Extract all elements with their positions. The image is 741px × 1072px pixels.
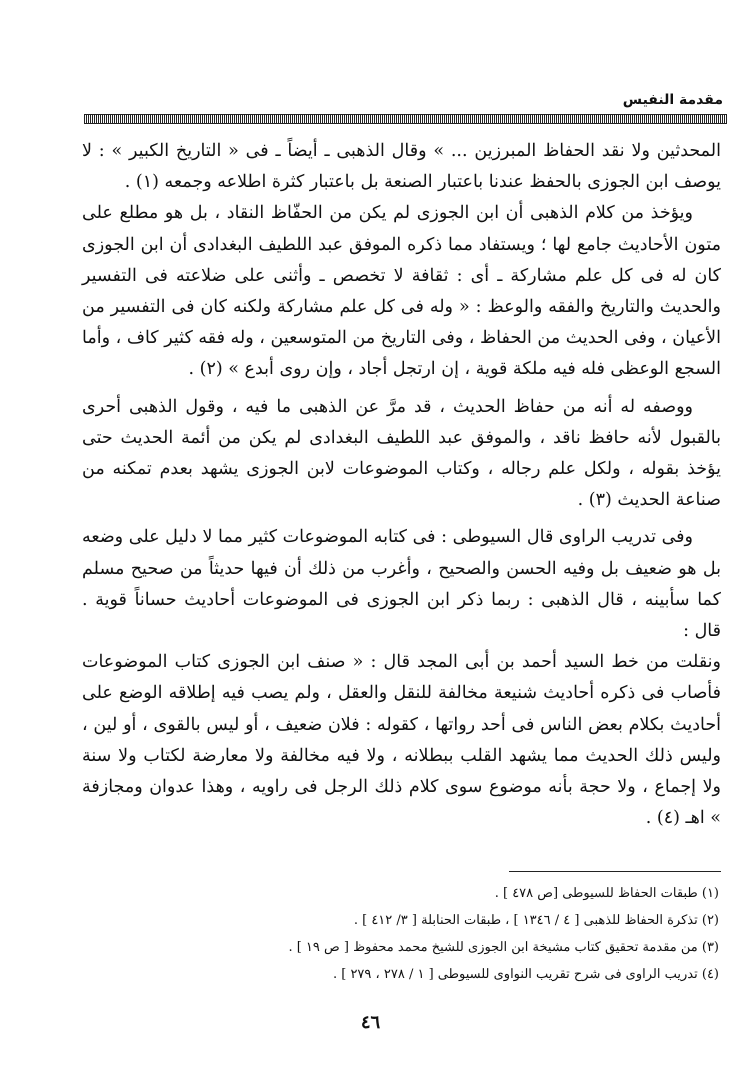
footnote: (٢) تذكرة الحفاظ للذهبى [ ٤ / ١٣٤٦ ] ، طبقات الحنابلة [ ٣/ ٤١٢ ] .	[353, 913, 719, 928]
running-header: مقدمة النفيس	[622, 92, 723, 108]
paragraph: المحدثين ولا نقد الحفاظ المبرزين ... » وقال الذهبى ـ أيضاً ـ فى « التاريخ الكبير » : لا يوصف ابن الجوزى بالحفظ عندنا باعتبار الصنعة بل باعتبار كثرة اطلاعه وجمعه (١) .	[82, 141, 721, 193]
paragraph: ووصفه له أنه من حفاظ الحديث ، قد مرَّ عن الذهبى ما فيه ، وقول الذهبى أحرى بالقبول لأنه حافظ ناقد ، والموفق عبد اللطيف البغدادى لم يكن من أئمة الحديث حتى يؤخذ بقوله ، ولكل علم رجاله ، وكتاب الموضوعات لابن الجوزى يشهد بعدم تمكنه من صناعة الحديث (٣) .	[82, 396, 721, 511]
footnotes	[120, 880, 719, 988]
paragraph: وفى تدريب الراوى قال السيوطى : فى كتابه الموضوعات كثير مما لا دليل على وضعه بل هو ضعيف بل وفيه الحسن والصحيح ، وأغرب من ذلك أن فيها حديثاً من صحيح مسلم كما سأبينه ، قال الذهبى : ربما ذكر ابن الجوزى فى الموضوعات أحاديث حساناً قوية . قال :	[82, 527, 721, 642]
header-rule	[84, 114, 727, 124]
footnote: (٤) تدريب الراوى فى شرح تقريب النواوى للسيوطى [ ١ / ٢٧٨ ، ٢٧٩ ] .	[332, 967, 719, 982]
paragraph: ويؤخذ من كلام الذهبى أن ابن الجوزى لم يكن من الحفّاظ النقاد ، بل هو مطلع على متون الأحاديث جامع لها ؛ ويستفاد مما ذكره الموفق عبد اللطيف البغدادى أن ابن الجوزى كان له فى كل علم مشاركة ـ أى : ثقافة لا تخصص ـ وأثنى على ضلاعته فى التفسير والحديث والتاريخ والفقه والوعظ : « وله فى كل علم مشاركة ولكنه كان فى التفسير من الأعيان ، وفى الحديث من الحفاظ ، وفى التاريخ من المتوسعين ، وله فقه كثير كاف ، وأما السجع الوعظى فله فيه ملكة قوية ، إن ارتجل أجاد ، وإن روى أبدع » (٢) .	[82, 203, 721, 380]
footnote-separator	[509, 871, 721, 872]
page-number: ٤٦	[360, 1012, 381, 1033]
footnote: (١) طبقات الحفاظ للسيوطى [ص ٤٧٨ ] .	[494, 886, 719, 901]
main-text	[82, 136, 721, 834]
footnote: (٣) من مقدمة تحقيق كتاب مشيخة ابن الجوزى للشيخ محمد محفوظ [ ص ١٩ ] .	[288, 940, 719, 955]
paragraph: ونقلت من خط السيد أحمد بن أبى المجد قال : « صنف ابن الجوزى كتاب الموضوعات فأصاب فى ذكره أحاديث شنيعة مخالفة للنقل والعقل ، ولم يصب فيه إطلاقه الوضع على أحاديث بكلام بعض الناس فى أحد رواتها ، كقوله : فلان ضعيف ، أو ليس بالقوى ، أو لين ، وليس ذلك الحديث مما يشهد القلب ببطلانه ، ولا فيه مخالفة ولا معارضة لكتاب ولا سنة ولا إجماع ، ولا حجة بأنه موضوع سوى كلام ذلك الرجل فى راويه ، وهذا عدوان ومجازفة » اهـ (٤) .	[82, 652, 721, 829]
